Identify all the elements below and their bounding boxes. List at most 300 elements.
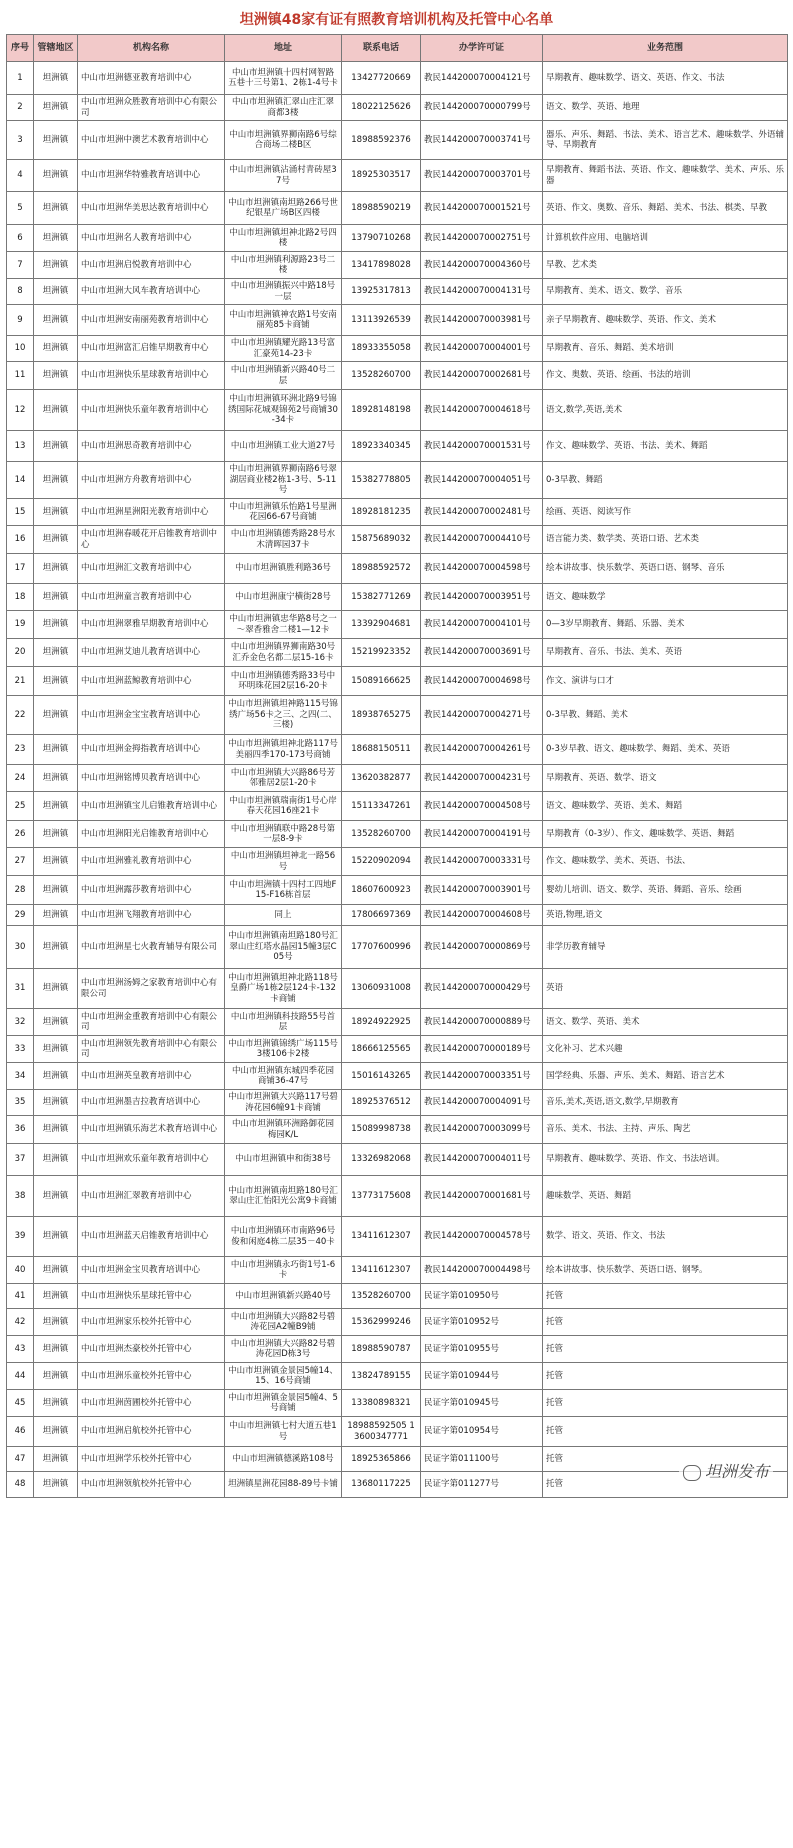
- cell-address: 中山市坦洲镇忠华路8号之一～翠香雅舍二楼1—12卡: [225, 611, 342, 639]
- cell-district: 坦洲镇: [34, 611, 78, 639]
- cell-address: 中山市坦洲镇十四村工四地F15-F16栋首层: [225, 876, 342, 905]
- cell-scope: 英语,物理,语文: [543, 905, 788, 926]
- cell-address: 中山市坦洲镇耀光路13号富汇豪苑14-23卡: [225, 336, 342, 362]
- cell-license: 教民144200070000799号: [421, 95, 543, 121]
- table-row: [7, 390, 788, 431]
- cell-scope: 早期教育、美术、语文、数学、音乐: [543, 279, 788, 305]
- cell-district: 坦洲镇: [34, 1417, 78, 1447]
- cell-scope: 早期教育（0-3岁）、作文、趣味数学、英语、舞蹈: [543, 821, 788, 848]
- table-row: [7, 792, 788, 821]
- cell-district: 坦洲镇: [34, 225, 78, 252]
- table-header-row: [7, 35, 788, 62]
- cell-phone: 18988592376: [342, 121, 421, 160]
- cell-index: 30: [7, 926, 34, 969]
- cell-index: 23: [7, 735, 34, 765]
- cell-district: 坦洲镇: [34, 1363, 78, 1390]
- cell-district: 坦洲镇: [34, 1036, 78, 1063]
- cell-district: 坦洲镇: [34, 1257, 78, 1284]
- cell-name: 中山市坦洲乐童校外托管中心: [78, 1363, 225, 1390]
- cell-license: 教民144200070003691号: [421, 639, 543, 667]
- cell-license: 教民144200070001521号: [421, 192, 543, 225]
- cell-phone: 18988590787: [342, 1336, 421, 1363]
- cell-address: 中山市坦洲镇界狮南路6号综合商场二楼B区: [225, 121, 342, 160]
- cell-scope: 早教、艺术类: [543, 252, 788, 279]
- cell-address: 中山市坦洲镇坦神北一路56号: [225, 848, 342, 876]
- cell-index: 7: [7, 252, 34, 279]
- cell-address: 中山市坦洲镇环市南路96号俊和闲庭4栋二层35－40卡: [225, 1217, 342, 1257]
- cell-address: 中山市坦洲镇永巧街1号1-6卡: [225, 1257, 342, 1284]
- cell-address: 中山市坦洲镇锦绣广场115号3楼106卡2楼: [225, 1036, 342, 1063]
- cell-name: 中山市坦洲艾迪儿教育培训中心: [78, 639, 225, 667]
- table-row: [7, 1063, 788, 1090]
- cell-district: 坦洲镇: [34, 1063, 78, 1090]
- cell-index: 16: [7, 526, 34, 554]
- cell-phone: 13528260700: [342, 362, 421, 390]
- cell-license: 教民144200070003901号: [421, 876, 543, 905]
- cell-name: 中山市坦洲童言教育培训中心: [78, 584, 225, 611]
- cell-district: 坦洲镇: [34, 362, 78, 390]
- cell-index: 28: [7, 876, 34, 905]
- cell-scope: 语文、趣味数学: [543, 584, 788, 611]
- cell-scope: 托管: [543, 1472, 788, 1498]
- cell-scope: 早期教育、舞蹈书法、英语、作文、趣味数学、美术、声乐、乐器: [543, 160, 788, 192]
- table-row: [7, 1363, 788, 1390]
- cell-scope: 器乐、声乐、舞蹈、书法、美术、语言艺术、趣味数学、外语辅导、早期教育: [543, 121, 788, 160]
- cell-name: 中山市坦洲启航校外托管中心: [78, 1417, 225, 1447]
- table-row: [7, 1309, 788, 1336]
- cell-license: 教民144200070004578号: [421, 1217, 543, 1257]
- cell-name: 中山市坦洲金宝宝教育培训中心: [78, 696, 225, 735]
- cell-index: 14: [7, 462, 34, 499]
- cell-district: 坦洲镇: [34, 1284, 78, 1309]
- cell-phone: 13411612307: [342, 1217, 421, 1257]
- table-row: [7, 1217, 788, 1257]
- cell-name: 中山市坦洲华美思达教育培训中心: [78, 192, 225, 225]
- table-row: [7, 362, 788, 390]
- cell-district: 坦洲镇: [34, 121, 78, 160]
- cell-phone: 17707600996: [342, 926, 421, 969]
- cell-index: 5: [7, 192, 34, 225]
- table-row: [7, 1472, 788, 1498]
- table-row: [7, 554, 788, 584]
- col-header-district: 管辖地区: [34, 35, 78, 62]
- cell-phone: 18022125626: [342, 95, 421, 121]
- cell-address: 中山市坦洲镇瑞南街1号心岸春天花园16座21卡: [225, 792, 342, 821]
- cell-address: 中山市坦洲康宁横街28号: [225, 584, 342, 611]
- cell-scope: 数学、语文、英语、作文、书法: [543, 1217, 788, 1257]
- table-row: [7, 462, 788, 499]
- cell-scope: 0—3岁早期教育、舞蹈、乐器、美术: [543, 611, 788, 639]
- table-row: [7, 696, 788, 735]
- cell-name: 中山市坦洲墨吉拉教育培训中心: [78, 1090, 225, 1116]
- cell-scope: 语文、趣味数学、英语、美术、舞蹈: [543, 792, 788, 821]
- table-row: [7, 1144, 788, 1176]
- cell-phone: 15382778805: [342, 462, 421, 499]
- cell-scope: 音乐、美术、书法、主持、声乐、陶艺: [543, 1116, 788, 1144]
- cell-license: 教民144200070004271号: [421, 696, 543, 735]
- cell-phone: 15362999246: [342, 1309, 421, 1336]
- cell-district: 坦洲镇: [34, 160, 78, 192]
- table-row: [7, 969, 788, 1009]
- cell-district: 坦洲镇: [34, 1447, 78, 1472]
- cell-phone: 13528260700: [342, 1284, 421, 1309]
- cell-name: 中山市坦洲富汇启锥早期教育中心: [78, 336, 225, 362]
- cell-name: 中山市坦洲蓝鲸教育培训中心: [78, 667, 225, 696]
- cell-phone: 18933355058: [342, 336, 421, 362]
- cell-scope: 托管: [543, 1336, 788, 1363]
- cell-index: 1: [7, 62, 34, 95]
- cell-address: 中山市坦洲镇南坦路266号世纪银星广场B区四楼: [225, 192, 342, 225]
- cell-district: 坦洲镇: [34, 1336, 78, 1363]
- cell-license: 教民144200070004001号: [421, 336, 543, 362]
- cell-index: 45: [7, 1390, 34, 1417]
- cell-scope: 作文、演讲与口才: [543, 667, 788, 696]
- cell-name: 中山市坦洲露莎教育培训中心: [78, 876, 225, 905]
- cell-index: 13: [7, 431, 34, 462]
- cell-index: 37: [7, 1144, 34, 1176]
- cell-address: 中山市坦洲镇联中路28号第一层8-9卡: [225, 821, 342, 848]
- table-row: [7, 62, 788, 95]
- cell-index: 41: [7, 1284, 34, 1309]
- cell-name: 中山市坦洲金宝贝教育培训中心: [78, 1257, 225, 1284]
- cell-address: 中山市坦洲镇利源路23号二楼: [225, 252, 342, 279]
- cell-index: 40: [7, 1257, 34, 1284]
- institution-table: [6, 34, 788, 1498]
- cell-license: 教民144200070004091号: [421, 1090, 543, 1116]
- table-row: [7, 821, 788, 848]
- cell-name: 中山市坦洲方舟教育培训中心: [78, 462, 225, 499]
- cell-scope: 英语、作文、奥数、音乐、舞蹈、美术、书法、棋类、早教: [543, 192, 788, 225]
- cell-scope: 0-3岁早教、语文、趣味数学、舞蹈、美术、英语: [543, 735, 788, 765]
- cell-scope: 趣味数学、英语、舞蹈: [543, 1176, 788, 1217]
- cell-phone: 15089998738: [342, 1116, 421, 1144]
- cell-scope: 计算机软件应用、电脑培训: [543, 225, 788, 252]
- table-row: [7, 1176, 788, 1217]
- cell-district: 坦洲镇: [34, 792, 78, 821]
- cell-index: 2: [7, 95, 34, 121]
- cell-phone: 18928181235: [342, 499, 421, 526]
- cell-address: 中山市坦洲镇沾涌村青砖屋37号: [225, 160, 342, 192]
- cell-phone: 18925365866: [342, 1447, 421, 1472]
- col-header-address: 地址: [225, 35, 342, 62]
- cell-phone: 15382771269: [342, 584, 421, 611]
- cell-district: 坦洲镇: [34, 876, 78, 905]
- cell-district: 坦洲镇: [34, 1090, 78, 1116]
- cell-address: 同上: [225, 905, 342, 926]
- watermark: [679, 1459, 773, 1482]
- table-row: [7, 305, 788, 336]
- cell-name: 中山市坦洲茵圃校外托管中心: [78, 1390, 225, 1417]
- cell-scope: 托管: [543, 1363, 788, 1390]
- cell-name: 中山市坦洲金拇指教育培训中心: [78, 735, 225, 765]
- cell-scope: 早期教育、英语、数学、语文: [543, 765, 788, 792]
- cell-license: 教民144200070002481号: [421, 499, 543, 526]
- table-row: [7, 225, 788, 252]
- cell-index: 19: [7, 611, 34, 639]
- cell-name: 中山市坦洲春暖花开启锥教育培训中心: [78, 526, 225, 554]
- cell-name: 中山市坦洲英皇教育培训中心: [78, 1063, 225, 1090]
- cell-district: 坦洲镇: [34, 62, 78, 95]
- cell-district: 坦洲镇: [34, 696, 78, 735]
- cell-name: 中山市坦洲快乐星球教育培训中心: [78, 362, 225, 390]
- cell-index: 22: [7, 696, 34, 735]
- cell-index: 46: [7, 1417, 34, 1447]
- cell-district: 坦洲镇: [34, 192, 78, 225]
- table-row: [7, 876, 788, 905]
- cell-name: 中山市坦洲汇翠教育培训中心: [78, 1176, 225, 1217]
- cell-scope: 语文、数学、英语、美术: [543, 1009, 788, 1036]
- document-title: 坦洲镇48家有证有照教育培训机构及托管中心名单: [239, 12, 554, 28]
- cell-name: 中山市坦洲学乐校外托管中心: [78, 1447, 225, 1472]
- table-row: [7, 1036, 788, 1063]
- cell-name: 中山市坦洲领航校外托管中心: [78, 1472, 225, 1498]
- cell-name: 中山市坦洲镇宝儿启锥教育培训中心: [78, 792, 225, 821]
- cell-district: 坦洲镇: [34, 735, 78, 765]
- cell-phone: 13427720669: [342, 62, 421, 95]
- cell-index: 44: [7, 1363, 34, 1390]
- cell-scope: 早期教育、趣味数学、英语、作文、书法培训。: [543, 1144, 788, 1176]
- cell-district: 坦洲镇: [34, 305, 78, 336]
- cell-district: 坦洲镇: [34, 1390, 78, 1417]
- table-row: [7, 121, 788, 160]
- cell-index: 43: [7, 1336, 34, 1363]
- cell-license: 民证字第011100号: [421, 1447, 543, 1472]
- cell-phone: 13773175608: [342, 1176, 421, 1217]
- cell-phone: 18688150511: [342, 735, 421, 765]
- cell-index: 9: [7, 305, 34, 336]
- cell-address: 中山市坦洲镇东城四季花园商铺36-47号: [225, 1063, 342, 1090]
- cell-scope: 语文、数学、英语、地理: [543, 95, 788, 121]
- cell-scope: 音乐,美术,英语,语文,数学,早期教育: [543, 1090, 788, 1116]
- cell-license: 教民144200070004011号: [421, 1144, 543, 1176]
- cell-district: 坦洲镇: [34, 1144, 78, 1176]
- cell-name: 中山市坦洲华特雅教育培训中心: [78, 160, 225, 192]
- cell-license: 教民144200070003951号: [421, 584, 543, 611]
- cell-district: 坦洲镇: [34, 1116, 78, 1144]
- cell-phone: 13620382877: [342, 765, 421, 792]
- cell-license: 教民144200070004508号: [421, 792, 543, 821]
- table-row: [7, 160, 788, 192]
- table-row: [7, 336, 788, 362]
- cell-license: 民证字第011277号: [421, 1472, 543, 1498]
- cell-address: 中山市坦洲镇环洲路御花园梅园K/L: [225, 1116, 342, 1144]
- col-header-license: 办学许可证: [421, 35, 543, 62]
- cell-license: 教民144200070004498号: [421, 1257, 543, 1284]
- cell-district: 坦洲镇: [34, 336, 78, 362]
- cell-phone: 15875689032: [342, 526, 421, 554]
- cell-index: 4: [7, 160, 34, 192]
- cell-name: 中山市坦洲快乐童年教育培训中心: [78, 390, 225, 431]
- cell-index: 21: [7, 667, 34, 696]
- cell-phone: 18928148198: [342, 390, 421, 431]
- table-body: [7, 62, 788, 1498]
- cell-index: 18: [7, 584, 34, 611]
- cell-district: 坦洲镇: [34, 95, 78, 121]
- cell-scope: 语文,数学,英语,美术: [543, 390, 788, 431]
- col-header-scope: 业务范围: [543, 35, 788, 62]
- cell-scope: 语言能力类、数学类、英语口语、艺术类: [543, 526, 788, 554]
- cell-phone: 15089166625: [342, 667, 421, 696]
- cell-index: 8: [7, 279, 34, 305]
- table-row: [7, 499, 788, 526]
- cell-address: 中山市坦洲镇新兴路40号二层: [225, 362, 342, 390]
- cell-address: 中山市坦洲镇德秀路28号水木清晖园37卡: [225, 526, 342, 554]
- cell-phone: 13060931008: [342, 969, 421, 1009]
- cell-name: 中山市坦洲金重教育培训中心有限公司: [78, 1009, 225, 1036]
- cell-address: 中山市坦洲镇坦神北路117号美丽四季170-173号商铺: [225, 735, 342, 765]
- table-row: [7, 1390, 788, 1417]
- cell-index: 20: [7, 639, 34, 667]
- cell-license: 教民144200070000189号: [421, 1036, 543, 1063]
- cell-phone: 15016143265: [342, 1063, 421, 1090]
- cell-address: 中山市坦洲镇环洲北路9号锦绣国际花城观锦苑2号商铺30-34卡: [225, 390, 342, 431]
- cell-index: 6: [7, 225, 34, 252]
- cell-district: 坦洲镇: [34, 848, 78, 876]
- cell-phone: 18988592572: [342, 554, 421, 584]
- table-row: [7, 926, 788, 969]
- table-row: [7, 526, 788, 554]
- cell-license: 教民144200070002681号: [421, 362, 543, 390]
- cell-phone: 18925303517: [342, 160, 421, 192]
- cell-scope: 托管: [543, 1309, 788, 1336]
- cell-name: 中山市坦洲安南丽苑教育培训中心: [78, 305, 225, 336]
- cell-address: 中山市坦洲镇乐怡路1号星洲花园66-67号商铺: [225, 499, 342, 526]
- cell-license: 教民144200070003351号: [421, 1063, 543, 1090]
- cell-district: 坦洲镇: [34, 1309, 78, 1336]
- document-page: [6, 0, 787, 1498]
- cell-scope: 托管: [543, 1417, 788, 1447]
- table-row: [7, 1284, 788, 1309]
- cell-address: 中山市坦洲镇大兴路117号碧涛花园6幢91卡商铺: [225, 1090, 342, 1116]
- cell-phone: 18988590219: [342, 192, 421, 225]
- cell-phone: 18607600923: [342, 876, 421, 905]
- cell-address: 中山市坦洲镇德秀路33号中环明珠花园2层16-20卡: [225, 667, 342, 696]
- cell-address: 中山市坦洲镇德溪路108号: [225, 1447, 342, 1472]
- cell-license: 教民144200070003741号: [421, 121, 543, 160]
- cell-phone: 18925376512: [342, 1090, 421, 1116]
- cell-index: 38: [7, 1176, 34, 1217]
- cell-address: 坦洲镇星洲花园88-89号卡铺: [225, 1472, 342, 1498]
- cell-license: 民证字第010954号: [421, 1417, 543, 1447]
- table-row: [7, 905, 788, 926]
- cell-index: 29: [7, 905, 34, 926]
- cell-scope: 早期教育、音乐、书法、美术、英语: [543, 639, 788, 667]
- cell-phone: 13417898028: [342, 252, 421, 279]
- cell-address: 中山市坦洲镇坦神路115号锦绣广场56卡之三、之四(二、三楼): [225, 696, 342, 735]
- cell-license: 教民144200070004121号: [421, 62, 543, 95]
- cell-phone: 18666125565: [342, 1036, 421, 1063]
- cell-district: 坦洲镇: [34, 1472, 78, 1498]
- cell-scope: 托管: [543, 1284, 788, 1309]
- cell-scope: 作文、趣味数学、英语、书法、美术、舞蹈: [543, 431, 788, 462]
- cell-phone: 13411612307: [342, 1257, 421, 1284]
- cell-scope: 亲子早期教育、趣味数学、英语、作文、美术: [543, 305, 788, 336]
- cell-license: 民证字第010955号: [421, 1336, 543, 1363]
- cell-address: 中山市坦洲镇南坦路180号汇翠山庄红塔水晶园15幢3层C05号: [225, 926, 342, 969]
- cell-scope: 作文、趣味数学、美术、英语、书法、: [543, 848, 788, 876]
- cell-scope: 托管: [543, 1447, 788, 1472]
- cell-phone: 13824789155: [342, 1363, 421, 1390]
- cell-license: 教民144200070003099号: [421, 1116, 543, 1144]
- table-row: [7, 1090, 788, 1116]
- cell-license: 教民144200070004410号: [421, 526, 543, 554]
- table-row: [7, 765, 788, 792]
- cell-phone: 15113347261: [342, 792, 421, 821]
- cell-name: 中山市坦洲翠雅早期教育培训中心: [78, 611, 225, 639]
- cell-name: 中山市坦洲汤姆之家教育培训中心有限公司: [78, 969, 225, 1009]
- table-row: [7, 252, 788, 279]
- col-header-index: 序号: [7, 35, 34, 62]
- cell-license: 教民144200070003701号: [421, 160, 543, 192]
- cell-index: 47: [7, 1447, 34, 1472]
- cell-index: 34: [7, 1063, 34, 1090]
- cell-index: 17: [7, 554, 34, 584]
- cell-scope: 绘本讲故事、快乐数学、英语口语、钢琴。: [543, 1257, 788, 1284]
- cell-index: 48: [7, 1472, 34, 1498]
- cell-phone: 17806697369: [342, 905, 421, 926]
- cell-scope: 国学经典、乐器、声乐、美术、舞蹈、语言艺术: [543, 1063, 788, 1090]
- cell-district: 坦洲镇: [34, 431, 78, 462]
- cell-address: 中山市坦洲镇界狮南路30号汇乔金色名都二层15-16卡: [225, 639, 342, 667]
- cell-index: 33: [7, 1036, 34, 1063]
- cell-address: 中山市坦洲镇申和街38号: [225, 1144, 342, 1176]
- cell-scope: 绘本讲故事、快乐数学、英语口语、钢琴、音乐: [543, 554, 788, 584]
- cell-license: 民证字第010944号: [421, 1363, 543, 1390]
- cell-name: 中山市坦洲杰豪校外托管中心: [78, 1336, 225, 1363]
- cell-license: 教民144200070004618号: [421, 390, 543, 431]
- cell-scope: 作文、奥数、英语、绘画、书法的培训: [543, 362, 788, 390]
- cell-scope: 婴幼儿培训、语文、数学、英语、舞蹈、音乐、绘画: [543, 876, 788, 905]
- cell-license: 教民144200070004101号: [421, 611, 543, 639]
- cell-scope: 0-3早教、舞蹈: [543, 462, 788, 499]
- cell-index: 10: [7, 336, 34, 362]
- cell-license: 教民144200070001531号: [421, 431, 543, 462]
- cell-phone: 15219923352: [342, 639, 421, 667]
- table-row: [7, 667, 788, 696]
- cell-index: 35: [7, 1090, 34, 1116]
- table-row: [7, 611, 788, 639]
- cell-scope: 非学历教育辅导: [543, 926, 788, 969]
- cell-district: 坦洲镇: [34, 252, 78, 279]
- watermark-text: 坦洲发布: [704, 1462, 769, 1481]
- cell-district: 坦洲镇: [34, 584, 78, 611]
- cell-phone: 13528260700: [342, 821, 421, 848]
- cell-index: 11: [7, 362, 34, 390]
- cell-license: 教民144200070003981号: [421, 305, 543, 336]
- cell-name: 中山市坦洲欢乐童年教育培训中心: [78, 1144, 225, 1176]
- cell-index: 42: [7, 1309, 34, 1336]
- cell-license: 教民144200070004051号: [421, 462, 543, 499]
- cell-district: 坦洲镇: [34, 667, 78, 696]
- cell-district: 坦洲镇: [34, 1176, 78, 1217]
- cell-scope: 0-3早教、舞蹈、美术: [543, 696, 788, 735]
- cell-district: 坦洲镇: [34, 499, 78, 526]
- cell-address: 中山市坦洲镇大兴路82号碧涛花园D栋3号: [225, 1336, 342, 1363]
- cell-name: 中山市坦洲家乐校外托管中心: [78, 1309, 225, 1336]
- cell-name: 中山市坦洲星七火教育辅导有限公司: [78, 926, 225, 969]
- cell-name: 中山市坦洲雅礼教育培训中心: [78, 848, 225, 876]
- col-header-phone: 联系电话: [342, 35, 421, 62]
- cell-district: 坦洲镇: [34, 462, 78, 499]
- cell-phone: 13326982068: [342, 1144, 421, 1176]
- cell-address: 中山市坦洲镇大兴路86号芳邻雅居2层1-20卡: [225, 765, 342, 792]
- cell-index: 25: [7, 792, 34, 821]
- cell-index: 32: [7, 1009, 34, 1036]
- cell-address: 中山市坦洲镇坦神北路2号四楼: [225, 225, 342, 252]
- cell-name: 中山市坦洲众胜教育培训中心有限公司: [78, 95, 225, 121]
- cell-license: 教民144200070002751号: [421, 225, 543, 252]
- cell-index: 15: [7, 499, 34, 526]
